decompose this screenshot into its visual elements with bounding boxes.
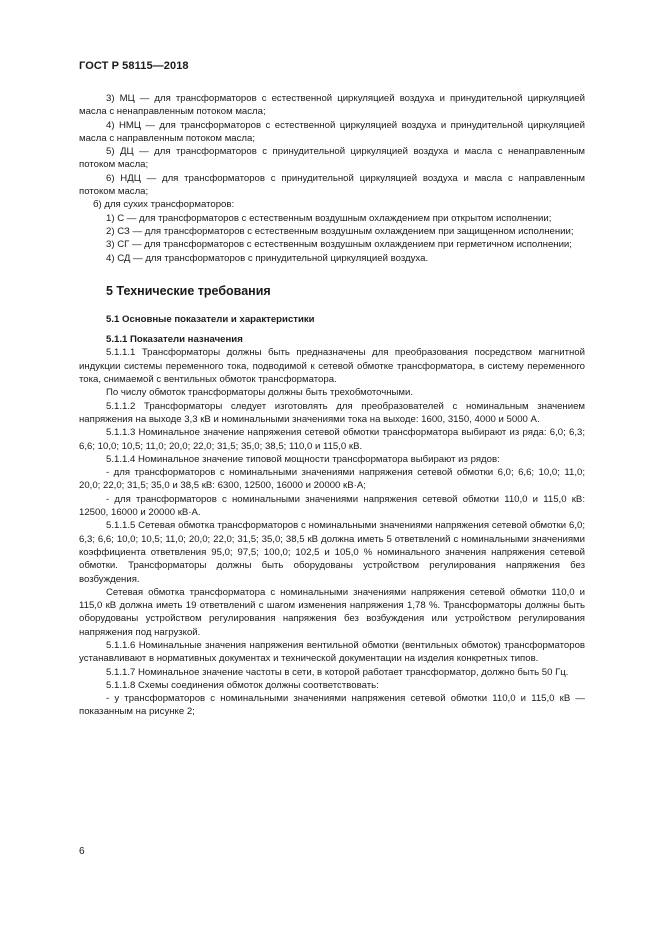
list-item-sg: 3) СГ — для трансформаторов с естественным воздушным охлаждением при герметичном исполнении; — [106, 239, 572, 251]
paragraph-power-row-1: - для трансформаторов с номинальными значениями напряжения сетевой обмотки 6,0; 6,6; 10,0; 11,0; 20,0; 22,0; 31,5; 35,0 и 38,5 кВ: 6300, 12500, 16000 и 20000 кВ·А; — [79, 467, 585, 492]
paragraph-5-1-1-8: 5.1.1.8 Схемы соединения обмоток должны соответствовать: — [106, 679, 379, 691]
document-code-header: ГОСТ Р 58115—2018 — [79, 60, 189, 72]
list-item-sz: 2) СЗ — для трансформаторов с естественным воздушным охлаждением при защищенном исполнении; — [106, 225, 574, 237]
section-5-title: 5 Технические требования — [106, 283, 271, 298]
paragraph-windings-count: По числу обмоток трансформаторы должны быть трехобмоточными. — [106, 387, 414, 399]
paragraph-5-1-1-6: 5.1.1.6 Номинальные значения напряжения вентильной обмотки (вентильных обмоток) трансформаторов устанавливают в нормативных документах и технической документации на изделия конкретных типов. — [79, 639, 585, 665]
section-5-1-title: 5.1 Основные показатели и характеристики — [106, 313, 315, 325]
list-item-dry-heading: б) для сухих трансформаторов: — [93, 199, 235, 211]
list-item-ndc: 6) НДЦ — для трансформаторов с принудительной циркуляцией воздуха и масла с направленным потоком масла; — [79, 172, 585, 198]
list-item-s: 1) С — для трансформаторов с естественным воздушным охлаждением при открытом исполнении; — [106, 212, 552, 224]
paragraph-5-1-1-3: 5.1.1.3 Номинальное значение напряжения сетевой обмотки трансформатора выбирают из ряда: 6,0; 6,3; 6,6; 10,0; 10,5; 11,0; 20,0; 22,0; 31,5; 35,0; 38,5; 110,0 и 115,0 кВ. — [79, 427, 585, 452]
paragraph-110kv-taps: Сетевая обмотка трансформатора с номинальными значениями напряжения сетевой обмотки 110,0 и 115,0 кВ должна иметь 19 ответвлений с шагом изменения напряжения 1,78 %. Трансформаторы должны быть оборудованы устройством регулирования напряжения без возбуждения или устройством регулирования напряжения под нагрузкой. — [79, 586, 585, 638]
page-body — [79, 92, 585, 719]
section-5-1-1-title: 5.1.1 Показатели назначения — [106, 334, 243, 346]
list-item-sd: 4) СД — для трансформаторов с принудительной циркуляцией воздуха. — [106, 252, 429, 264]
paragraph-5-1-1-4: 5.1.1.4 Номинальное значение типовой мощности трансформатора выбирают из рядов: — [106, 453, 500, 465]
list-item-mc: 3) МЦ — для трансформаторов с естественной циркуляцией воздуха и принудительной циркуляцией масла с ненаправленным потоком масла; — [79, 93, 585, 118]
paragraph-connection-scheme: - у трансформаторов с номинальными значениями напряжения сетевой обмотки 110,0 и 115,0 кВ — показанным на рисунке 2; — [79, 693, 585, 718]
paragraph-5-1-1-2: 5.1.1.2 Трансформаторы следует изготовлять для преобразователей с номинальным значением напряжения на выходе 3,3 кВ и номинальными значениями тока на выходе: 1600, 3150, 4000 и 5000 А. — [79, 400, 585, 425]
paragraph-5-1-1-1: 5.1.1.1 Трансформаторы должны быть предназначены для преобразования посредством магнитной индукции системы переменного тока, подводимой к сетевой обмотке трансформатора, в систему переменного тока, снимаемой с вентильных обмоток трансформатора. — [79, 347, 585, 386]
page-number: 6 — [79, 846, 85, 857]
paragraph-5-1-1-7: 5.1.1.7 Номинальное значение частоты в сети, в которой работает трансформатор, должно быть 50 Гц. — [106, 666, 569, 678]
paragraph-5-1-1-5: 5.1.1.5 Сетевая обмотка трансформаторов с номинальными значениями напряжения сетевой обмотки 6,0; 6,3; 6,6; 10,0; 10,5; 11,0; 20,0; 22,0; 31,5; 35,0; 38,5 кВ должна иметь 5 ответвлений с номинальными значениями коэффициента ответвления 95,0; 97,5; 100,0; 102,5 и 105,0 % номинального значения напряжения сетевой обмотки. Трансформаторы должны быть оборудованы устройством регулирования напряжения без возбуждения. — [79, 520, 585, 585]
list-item-dc: 5) ДЦ — для трансформаторов с принудительной циркуляцией воздуха и масла с ненаправленным потоком масла; — [79, 146, 585, 171]
list-item-nmc: 4) НМЦ — для трансформаторов с естественной циркуляцией воздуха и принудительной циркуляцией масла с направленным потоком масла; — [79, 119, 585, 144]
paragraph-power-row-2: - для трансформаторов с номинальными значениями напряжения сетевой обмотки 110,0 и 115,0 кВ: 12500, 16000 и 20000 кВ·А. — [79, 493, 585, 519]
